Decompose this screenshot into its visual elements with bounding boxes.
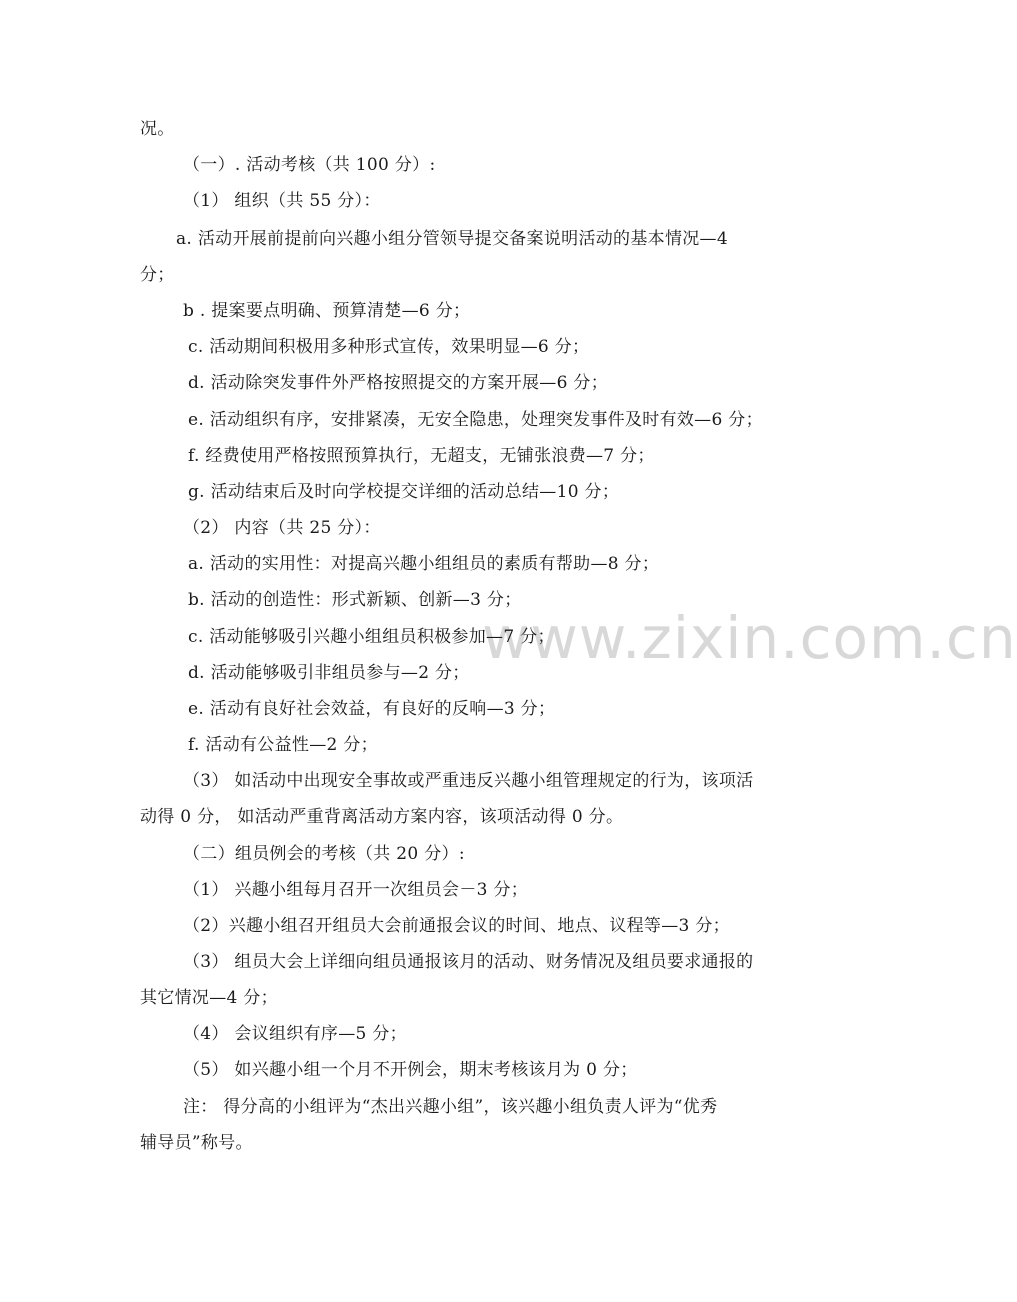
- note: 注： 得分高的小组评为“杰出兴趣小组”，该兴趣小组负责人评为“优秀: [183, 1097, 718, 1117]
- list-item: c. 活动能够吸引兴趣小组组员积极参加—7 分；: [188, 627, 555, 647]
- note-continuation: 辅导员”称号。: [140, 1133, 253, 1153]
- subsection-heading: （2） 内容（共 25 分）：: [183, 518, 381, 538]
- list-item: d. 活动能够吸引非组员参与—2 分；: [188, 663, 470, 683]
- list-item-continuation: 分；: [140, 265, 175, 285]
- subsection-heading: （1） 组织（共 55 分）：: [183, 191, 381, 211]
- list-item: （3） 组员大会上详细向组员通报该月的活动、财务情况及组员要求通报的: [183, 952, 754, 972]
- list-item: c. 活动期间积极用多种形式宣传，效果明显—6 分；: [188, 337, 590, 357]
- watermark: www.zixin.com.cn: [482, 604, 1017, 672]
- list-item: （5） 如兴趣小组一个月不开例会，期末考核该月为 0 分；: [183, 1060, 638, 1080]
- text-line: 况。: [140, 119, 175, 139]
- list-item: （1） 兴趣小组每月召开一次组员会－3 分；: [183, 880, 529, 900]
- list-item: d. 活动除突发事件外严格按照提交的方案开展—6 分；: [188, 373, 609, 393]
- list-item: f. 活动有公益性—2 分；: [188, 735, 378, 755]
- list-item: （4） 会议组织有序—5 分；: [183, 1024, 407, 1044]
- list-item: b. 活动的创造性：形式新颖、创新—3 分；: [188, 590, 522, 610]
- subsection-item-continuation: 动得 0 分， 如活动严重背离活动方案内容，该项活动得 0 分。: [140, 807, 624, 827]
- subsection-item: （3） 如活动中出现安全事故或严重违反兴趣小组管理规定的行为，该项活: [183, 771, 754, 791]
- list-item: e. 活动有良好社会效益，有良好的反响—3 分；: [188, 699, 556, 719]
- list-item: e. 活动组织有序，安排紧凑，无安全隐患，处理突发事件及时有效—6 分；: [188, 410, 763, 430]
- section-heading: （一）. 活动考核（共 100 分）:: [183, 155, 436, 175]
- list-item: f. 经费使用严格按照预算执行，无超支，无铺张浪费—7 分；: [188, 446, 655, 466]
- section-heading: （二）组员例会的考核（共 20 分）:: [183, 844, 465, 864]
- list-item-continuation: 其它情况—4 分；: [140, 988, 278, 1008]
- list-item: b . 提案要点明确、预算清楚—6 分；: [183, 301, 471, 321]
- list-item: （2）兴趣小组召开组员大会前通报会议的时间、地点、议程等—3 分；: [183, 916, 730, 936]
- list-item: g. 活动结束后及时向学校提交详细的活动总结—10 分；: [188, 482, 620, 502]
- list-item: a. 活动的实用性：对提高兴趣小组组员的素质有帮助—8 分；: [188, 554, 660, 574]
- list-item: a. 活动开展前提前向兴趣小组分管领导提交备案说明活动的基本情况—4: [176, 229, 728, 249]
